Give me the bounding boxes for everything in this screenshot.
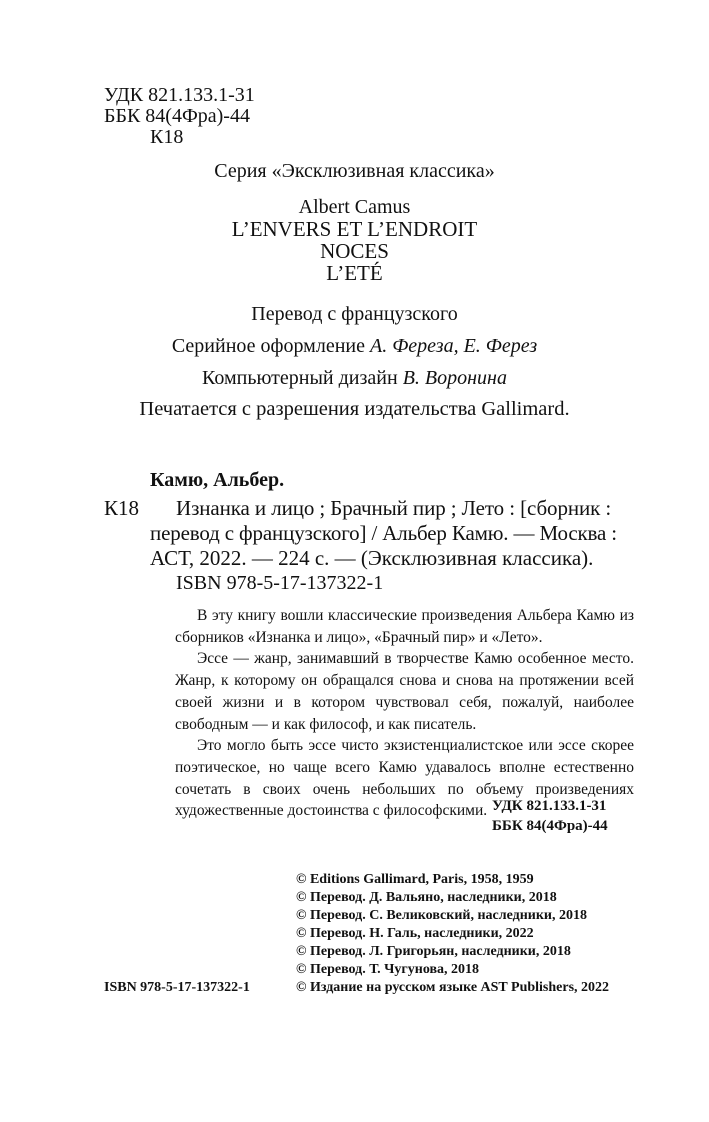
copyright-isbn: ISBN 978-5-17-137322-1: [104, 980, 250, 995]
computer-design-name: В. Воронина: [402, 367, 507, 389]
annotation-udk: УДК 821.133.1-31: [492, 798, 607, 814]
copyright-line: © Перевод. С. Великовский, наследники, 2018: [296, 908, 587, 923]
series-title: Серия «Эксклюзивная классика»: [214, 160, 495, 182]
copyright-line: © Перевод. Л. Григорьян, наследники, 2018: [296, 944, 571, 959]
bib-author-heading: Камю, Альбер.: [150, 469, 285, 491]
permission-note: Печатается с разрешения издательства Gallimard.: [139, 398, 570, 420]
bib-line-1: Изнанка и лицо ; Брачный пир ; Лето : [сборник :: [176, 496, 612, 520]
original-title-block: [0, 196, 709, 284]
series-design-label: Серийное оформление: [171, 335, 365, 357]
author-mark: К18: [150, 126, 184, 148]
translation-note: Перевод с французского: [251, 303, 458, 325]
annotation-bbk: ББК 84(4Фра)-44: [492, 818, 608, 834]
copyright-line: © Издание на русском языке AST Publishers, 2022: [296, 980, 610, 995]
annotation-paragraph-1: В эту книгу вошли классические произведения Альбера Камю из сборников «Изнанка и лицо», «Брачный пир» и «Лето».: [175, 607, 634, 646]
copyright-line: © Перевод. Д. Вальяно, наследники, 2018: [296, 890, 557, 905]
bib-isbn: ISBN 978-5-17-137322-1: [176, 572, 384, 594]
original-work-3: L’ETÉ: [326, 261, 383, 285]
copyright-line: © Перевод. Т. Чугунова, 2018: [296, 962, 480, 977]
bib-line-3: АСТ, 2022. — 224 с. — (Эксклюзивная классика).: [150, 546, 594, 570]
copyright-line: © Editions Gallimard, Paris, 1958, 1959: [296, 872, 534, 887]
copyright-line: © Перевод. Н. Галь, наследники, 2022: [296, 926, 534, 941]
annotation-paragraph-3: Это могло быть эссе чисто экзистенциалистское или эссе скорее поэтическое, но чаще всего Камю удавалось вполне естественно сочетать в своих очень небольших по объему произведениях художественные достоинства с философскими.: [175, 737, 634, 820]
bbk-code: ББК 84(4Фра)-44: [104, 105, 250, 127]
bib-mark: К18: [104, 496, 140, 520]
original-work-2: NOCES: [320, 239, 389, 263]
computer-design-label: Компьютерный дизайн: [202, 367, 398, 389]
copyright-list: [296, 871, 609, 997]
annotation: [175, 605, 634, 822]
original-author: Albert Camus: [298, 196, 411, 218]
udk-code: УДК 821.133.1-31: [104, 84, 255, 106]
computer-design-credit: [0, 368, 709, 389]
series-design-credit: [0, 336, 709, 357]
annotation-paragraph-2: Эссе — жанр, занимавший в творчестве Камю особенное место. Жанр, к которому он обращался снова и снова на протяжении всей своей жизни и в котором чувствовал себя, пожалуй, наиболее свободным — и как философ, и как писатель.: [175, 650, 634, 733]
series-design-names: А. Фереза, Е. Ферез: [369, 335, 538, 357]
original-work-1: L’ENVERS ET L’ENDROIT: [231, 217, 478, 241]
bib-line-2: перевод с французского] / Альбер Камю. — Москва :: [150, 521, 617, 545]
